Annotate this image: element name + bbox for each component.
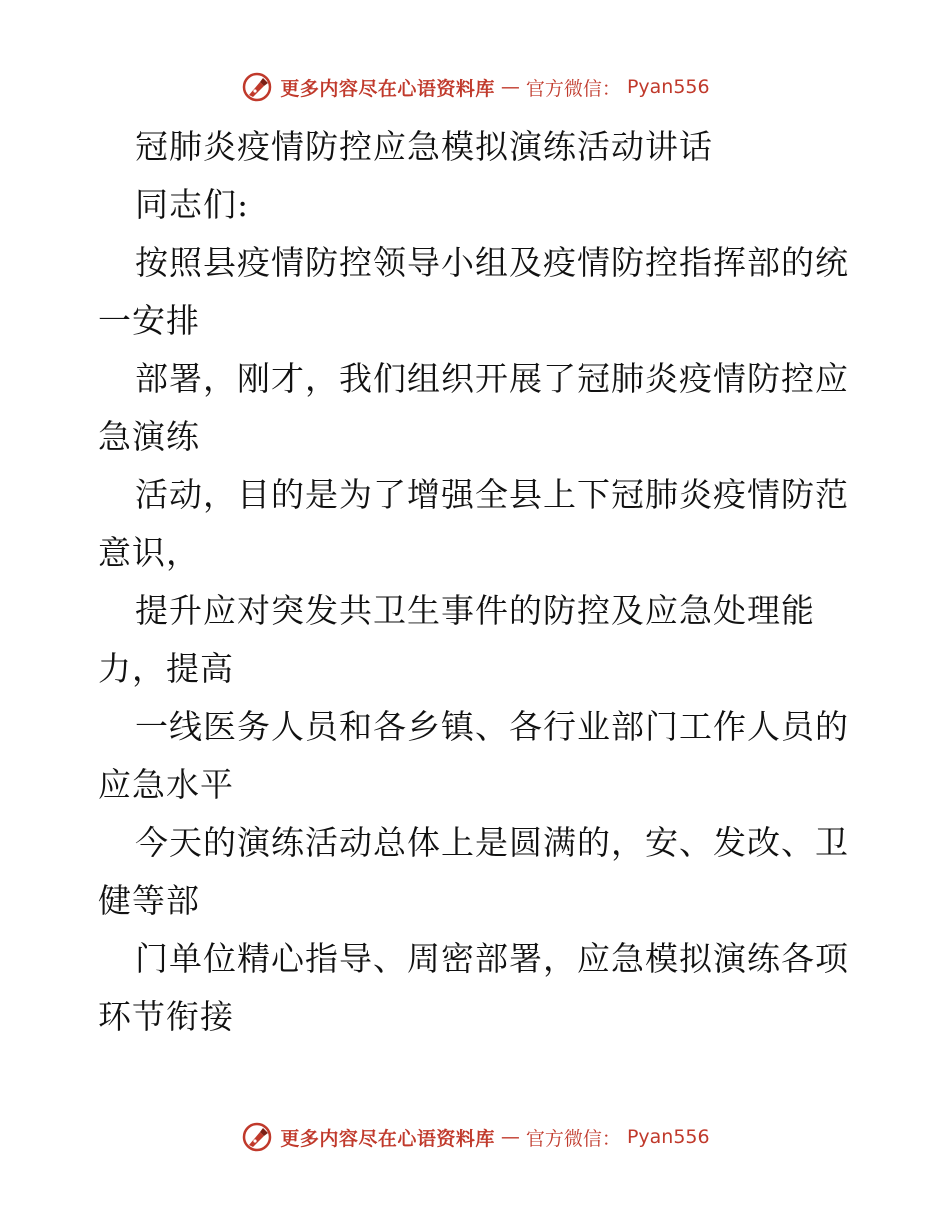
watermark-text: 更多内容尽在心语资料库 (280, 77, 495, 100)
doc-title: 冠肺炎疫情防控应急模拟演练活动讲话 (135, 127, 713, 166)
pen-nib-logo-icon (240, 1120, 274, 1154)
paragraph-line: 部署，刚才，我们组织开展了冠肺炎疫情防控应 (135, 359, 849, 398)
paragraph-line: 今天的演练活动总体上是圆满的，安、发改、卫 (135, 823, 849, 862)
footer-watermark (0, 1120, 950, 1154)
header-watermark (0, 70, 950, 104)
wechat-id: Pyan556 (626, 76, 710, 98)
paragraph-line: 活动，目的是为了增强全县上下冠肺炎疫情防范 (135, 475, 849, 514)
watermark-dash: — (500, 1126, 520, 1148)
paragraph-line: 健等部 (98, 881, 200, 920)
wechat-label: 官方微信： (525, 1127, 621, 1150)
salutation: 同志们: (135, 185, 250, 224)
paragraph-line: 门单位精心指导、周密部署，应急模拟演练各项 (135, 939, 849, 978)
document-body (98, 118, 858, 1046)
paragraph-line: 按照县疫情防控领导小组及疫情防控指挥部的统 (135, 243, 849, 282)
paragraph-line: 急演练 (98, 417, 200, 456)
paragraph-line: 意识， (98, 533, 200, 572)
paragraph-line: 应急水平 (98, 765, 234, 804)
paragraph-line: 一线医务人员和各乡镇、各行业部门工作人员的 (135, 707, 849, 746)
paragraph-line: 一安排 (98, 301, 200, 340)
pen-nib-logo-icon (240, 70, 274, 104)
watermark-text: 更多内容尽在心语资料库 (280, 1127, 495, 1150)
paragraph-line: 环节衔接 (98, 997, 234, 1036)
paragraph-line: 提升应对突发共卫生事件的防控及应急处理能 (135, 591, 815, 630)
wechat-label: 官方微信： (525, 77, 621, 100)
paragraph-line: 力，提高 (98, 649, 234, 688)
wechat-id: Pyan556 (626, 1126, 710, 1148)
watermark-dash: — (500, 76, 520, 98)
